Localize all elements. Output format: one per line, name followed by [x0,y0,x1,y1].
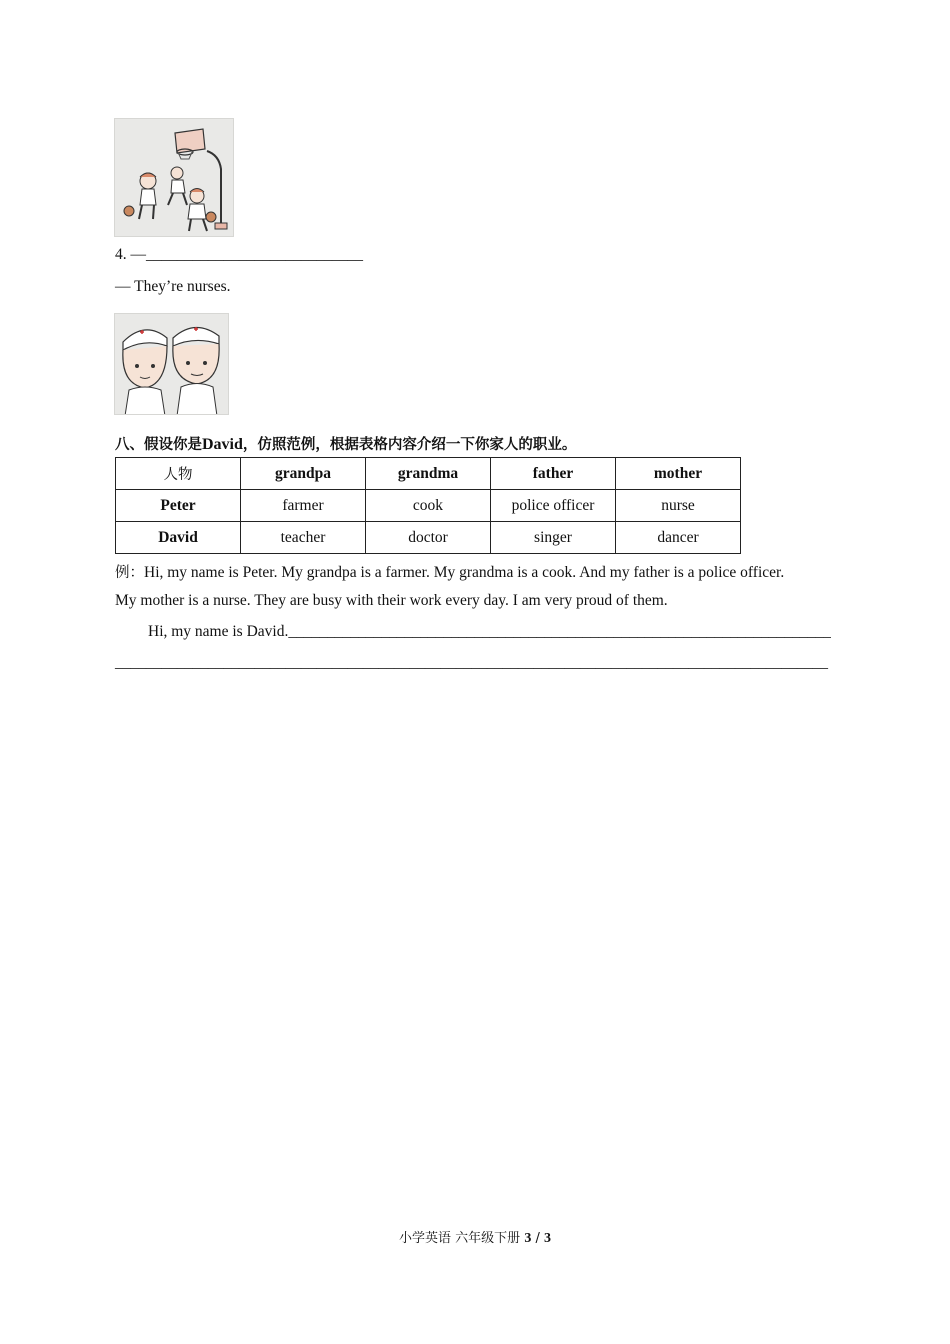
basketball-kids-illustration [114,118,234,237]
table-cell: teacher [241,522,366,554]
nurses-drawing [115,314,229,415]
section-8-title-prefix: 八、假设你是 [115,437,202,453]
footer-total: 3 [543,1231,551,1246]
table-row [116,490,741,522]
answer-blank-2[interactable]: ____________________________________________________________________________________________ [115,654,828,671]
example-line-2: My mother is a nurse. They are busy with their work every day. I am very proud of them. [115,592,668,609]
table-header-row [116,458,741,490]
basketball-drawing [115,119,234,237]
footer-page: 3 [524,1231,532,1246]
question-4-number: 4. — [115,246,146,263]
answer-blank-1[interactable]: ______________________________________________________________________ [288,623,831,640]
table-header-cell: 人物 [116,458,241,490]
example-label: 例： [115,565,144,581]
answer-line-1 [148,623,831,641]
footer-separator: / [531,1231,544,1246]
question-4-prompt [115,246,363,264]
two-nurses-illustration [114,313,229,415]
family-jobs-table [115,457,741,554]
question-4-answer-blank[interactable]: ____________________________ [146,246,363,263]
example-text-1: Hi, my name is Peter. My grandpa is a farmer. My grandma is a cook. And my father is a police officer. [144,564,785,581]
table-header-cell: grandma [366,458,491,490]
table-cell: David [116,522,241,554]
table-cell: nurse [616,490,741,522]
table-cell: farmer [241,490,366,522]
page-footer [0,1227,950,1247]
section-8-title-name: David [202,436,243,453]
table-cell: police officer [491,490,616,522]
section-8-title-suffix: ，仿照范例，根据表格内容介绍一下你家人的职业。 [242,437,577,453]
footer-text: 小学英语 六年级下册 [399,1231,521,1246]
question-4-response: — They’re nurses. [115,278,231,295]
table-row [116,522,741,554]
table-cell: Peter [116,490,241,522]
table-header-cell: mother [616,458,741,490]
table-cell: dancer [616,522,741,554]
table-header-cell: father [491,458,616,490]
table-cell: doctor [366,522,491,554]
example-line-1 [115,561,784,582]
table-cell: cook [366,490,491,522]
answer-start: Hi, my name is David. [148,623,289,640]
section-8-title [115,433,576,454]
table-header-cell: grandpa [241,458,366,490]
table-cell: singer [491,522,616,554]
